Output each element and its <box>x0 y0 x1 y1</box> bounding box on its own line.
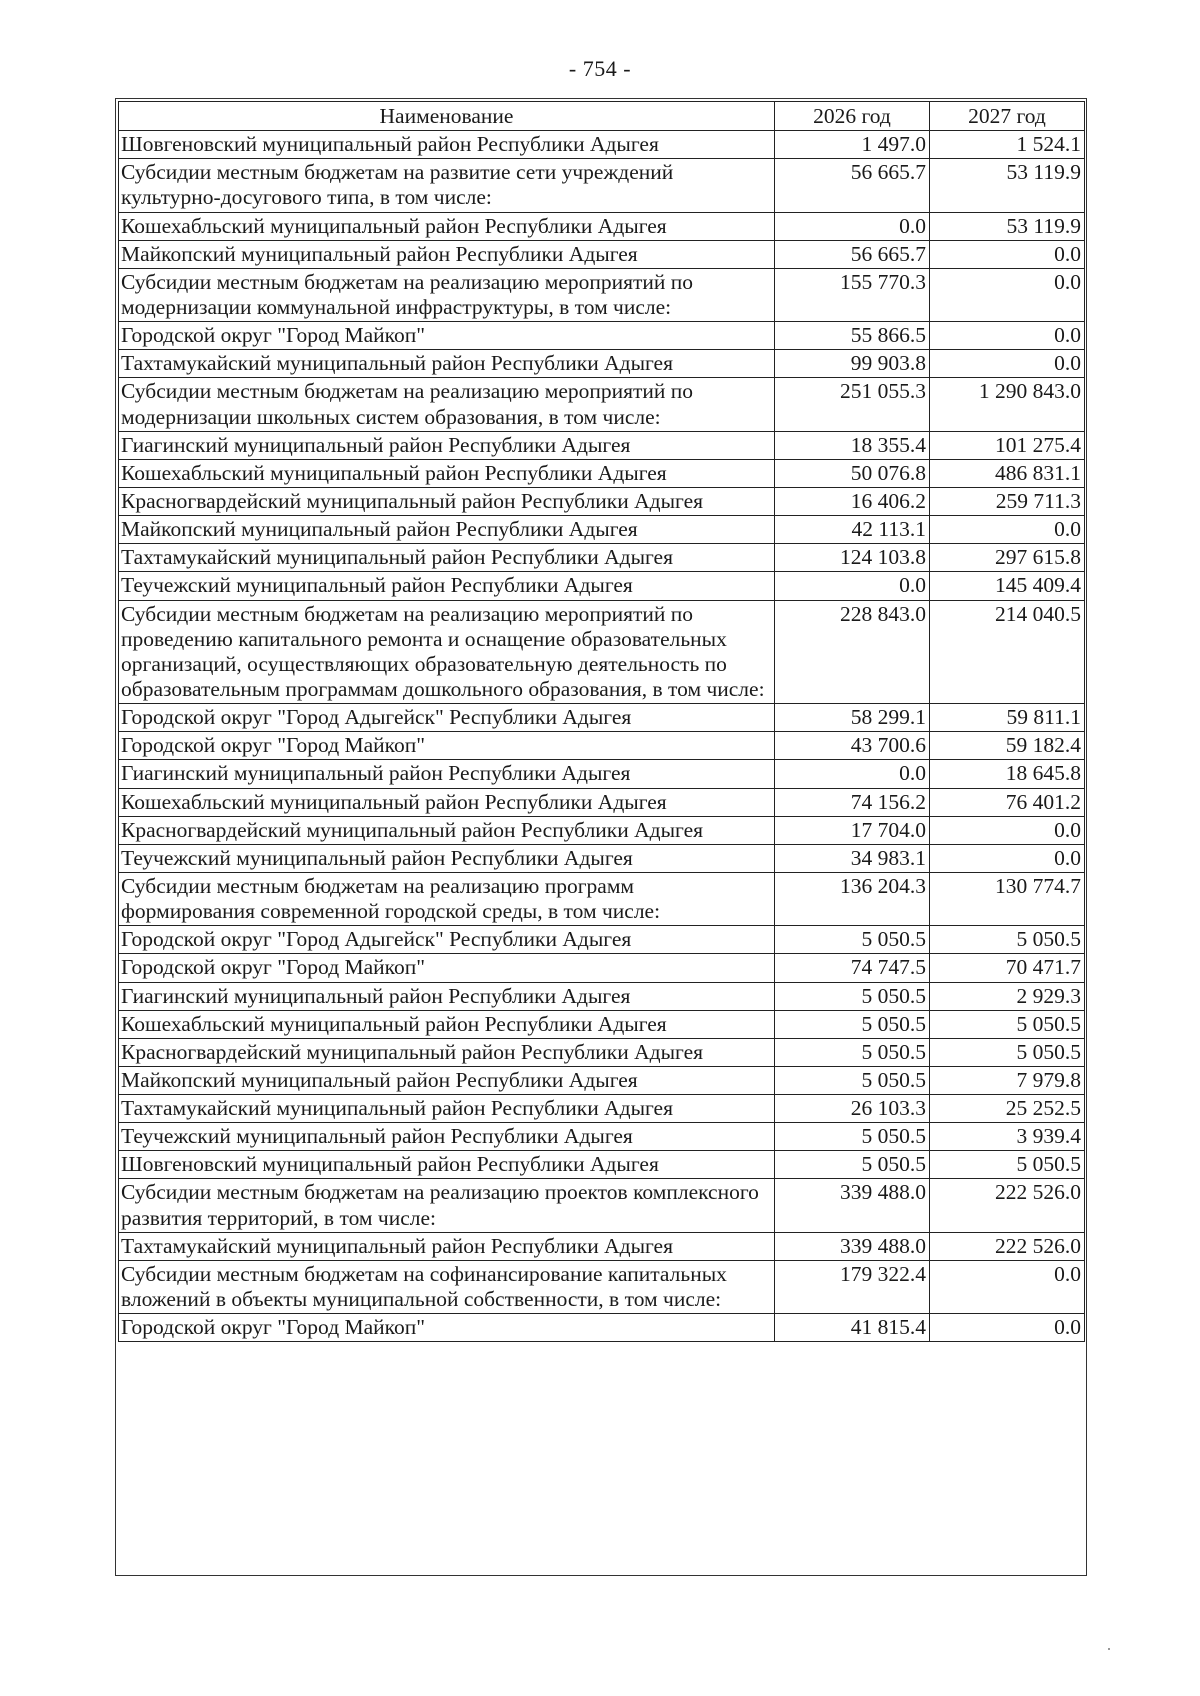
row-value-2026: 5 050.5 <box>775 1123 930 1151</box>
row-value-2027: 145 409.4 <box>930 572 1085 600</box>
row-value-2026: 17 704.0 <box>775 816 930 844</box>
row-value-2027: 1 524.1 <box>930 131 1085 159</box>
row-name: Майкопский муниципальный район Республики Адыгея <box>119 240 775 268</box>
row-value-2026: 5 050.5 <box>775 1038 930 1066</box>
row-value-2026: 251 055.3 <box>775 378 930 431</box>
row-value-2026: 124 103.8 <box>775 544 930 572</box>
row-value-2026: 55 866.5 <box>775 322 930 350</box>
row-value-2027: 222 526.0 <box>930 1232 1085 1260</box>
row-value-2027: 59 811.1 <box>930 704 1085 732</box>
row-name: Красногвардейский муниципальный район Республики Адыгея <box>119 816 775 844</box>
table-row <box>119 1260 1085 1313</box>
table-row <box>119 159 1085 212</box>
table-row <box>119 1066 1085 1094</box>
table-row <box>119 131 1085 159</box>
row-name: Городской округ "Город Майкоп" <box>119 322 775 350</box>
table-row <box>119 732 1085 760</box>
page-number: - 754 - <box>568 56 632 81</box>
table-row <box>119 1151 1085 1179</box>
row-value-2027: 2 929.3 <box>930 982 1085 1010</box>
row-name: Кошехабльский муниципальный район Республики Адыгея <box>119 1010 775 1038</box>
table-row <box>119 268 1085 321</box>
row-name: Красногвардейский муниципальный район Республики Адыгея <box>119 1038 775 1066</box>
table-row <box>119 926 1085 954</box>
row-value-2027: 7 979.8 <box>930 1066 1085 1094</box>
row-value-2027: 130 774.7 <box>930 872 1085 925</box>
row-name: Городской округ "Город Майкоп" <box>119 954 775 982</box>
row-value-2027: 0.0 <box>930 844 1085 872</box>
row-value-2026: 34 983.1 <box>775 844 930 872</box>
row-value-2027: 297 615.8 <box>930 544 1085 572</box>
row-value-2027: 0.0 <box>930 322 1085 350</box>
row-value-2027: 0.0 <box>930 268 1085 321</box>
row-value-2026: 155 770.3 <box>775 268 930 321</box>
header-2027: 2027 год <box>930 102 1085 131</box>
header-name: Наименование <box>119 102 775 131</box>
row-value-2026: 26 103.3 <box>775 1095 930 1123</box>
row-value-2027: 53 119.9 <box>930 159 1085 212</box>
row-value-2027: 70 471.7 <box>930 954 1085 982</box>
row-name: Красногвардейский муниципальный район Республики Адыгея <box>119 487 775 515</box>
row-value-2027: 0.0 <box>930 516 1085 544</box>
row-value-2026: 74 156.2 <box>775 788 930 816</box>
row-name: Майкопский муниципальный район Республики Адыгея <box>119 1066 775 1094</box>
row-value-2026: 56 665.7 <box>775 240 930 268</box>
row-name: Шовгеновский муниципальный район Республики Адыгея <box>119 131 775 159</box>
row-value-2026: 99 903.8 <box>775 350 930 378</box>
row-value-2027: 3 939.4 <box>930 1123 1085 1151</box>
table-row <box>119 844 1085 872</box>
row-name: Субсидии местным бюджетам на реализацию мероприятий по модернизации коммунальной инфраструктуры, в том числе: <box>119 268 775 321</box>
row-value-2027: 5 050.5 <box>930 926 1085 954</box>
row-value-2027: 101 275.4 <box>930 431 1085 459</box>
row-value-2026: 0.0 <box>775 760 930 788</box>
table-row <box>119 350 1085 378</box>
table-row <box>119 572 1085 600</box>
row-name: Городской округ "Город Майкоп" <box>119 732 775 760</box>
table-body <box>119 131 1085 1342</box>
row-value-2026: 5 050.5 <box>775 982 930 1010</box>
row-name: Майкопский муниципальный район Республики Адыгея <box>119 516 775 544</box>
scan-dot <box>1108 1648 1110 1650</box>
table-row <box>119 1123 1085 1151</box>
row-value-2026: 5 050.5 <box>775 1151 930 1179</box>
row-name: Тахтамукайский муниципальный район Республики Адыгея <box>119 1232 775 1260</box>
row-name: Тахтамукайский муниципальный район Республики Адыгея <box>119 350 775 378</box>
row-value-2027: 59 182.4 <box>930 732 1085 760</box>
row-value-2027: 25 252.5 <box>930 1095 1085 1123</box>
header-row <box>119 102 1085 131</box>
table-row <box>119 212 1085 240</box>
table-row <box>119 1095 1085 1123</box>
table-row <box>119 788 1085 816</box>
table-row <box>119 1038 1085 1066</box>
row-name: Городской округ "Город Адыгейск" Республики Адыгея <box>119 926 775 954</box>
row-value-2027: 0.0 <box>930 350 1085 378</box>
row-value-2027: 0.0 <box>930 240 1085 268</box>
row-name: Субсидии местным бюджетам на развитие сети учреждений культурно-досугового типа, в том числе: <box>119 159 775 212</box>
row-value-2027: 0.0 <box>930 816 1085 844</box>
row-value-2026: 43 700.6 <box>775 732 930 760</box>
row-value-2027: 214 040.5 <box>930 600 1085 704</box>
table-row <box>119 459 1085 487</box>
table-row <box>119 1314 1085 1342</box>
row-name: Теучежский муниципальный район Республики Адыгея <box>119 1123 775 1151</box>
row-value-2026: 56 665.7 <box>775 159 930 212</box>
table-row <box>119 378 1085 431</box>
row-value-2027: 18 645.8 <box>930 760 1085 788</box>
row-value-2026: 1 497.0 <box>775 131 930 159</box>
row-value-2026: 0.0 <box>775 212 930 240</box>
row-name: Городской округ "Город Адыгейск" Республики Адыгея <box>119 704 775 732</box>
row-value-2027: 259 711.3 <box>930 487 1085 515</box>
table-row <box>119 872 1085 925</box>
row-value-2026: 50 076.8 <box>775 459 930 487</box>
table-row <box>119 704 1085 732</box>
row-name: Кошехабльский муниципальный район Республики Адыгея <box>119 212 775 240</box>
budget-table <box>118 101 1085 1342</box>
row-name: Субсидии местным бюджетам на реализацию программ формирования современной городской среды, в том числе: <box>119 872 775 925</box>
row-value-2026: 339 488.0 <box>775 1179 930 1232</box>
row-value-2026: 41 815.4 <box>775 1314 930 1342</box>
row-value-2026: 74 747.5 <box>775 954 930 982</box>
row-value-2026: 339 488.0 <box>775 1232 930 1260</box>
row-name: Субсидии местным бюджетам на реализацию мероприятий по проведению капитального ремонта и оснащение образовательных организаций, осуществляющих образовательную деятельность по образовательным программам дошкольного образования, в том числе: <box>119 600 775 704</box>
row-value-2027: 5 050.5 <box>930 1151 1085 1179</box>
table-row <box>119 982 1085 1010</box>
header-2026: 2026 год <box>775 102 930 131</box>
row-name: Кошехабльский муниципальный район Республики Адыгея <box>119 459 775 487</box>
table-row <box>119 487 1085 515</box>
row-name: Тахтамукайский муниципальный район Республики Адыгея <box>119 544 775 572</box>
row-value-2026: 136 204.3 <box>775 872 930 925</box>
row-value-2027: 222 526.0 <box>930 1179 1085 1232</box>
row-value-2026: 0.0 <box>775 572 930 600</box>
row-value-2026: 16 406.2 <box>775 487 930 515</box>
row-name: Теучежский муниципальный район Республики Адыгея <box>119 572 775 600</box>
row-name: Субсидии местным бюджетам на софинансирование капитальных вложений в объекты муниципальной собственности, в том числе: <box>119 1260 775 1313</box>
row-name: Кошехабльский муниципальный район Республики Адыгея <box>119 788 775 816</box>
row-name: Гиагинский муниципальный район Республики Адыгея <box>119 982 775 1010</box>
table-row <box>119 600 1085 704</box>
row-value-2027: 76 401.2 <box>930 788 1085 816</box>
table-row <box>119 1232 1085 1260</box>
row-value-2027: 53 119.9 <box>930 212 1085 240</box>
table-row <box>119 954 1085 982</box>
table-row <box>119 431 1085 459</box>
table-row <box>119 240 1085 268</box>
table-row <box>119 1179 1085 1232</box>
row-name: Тахтамукайский муниципальный район Республики Адыгея <box>119 1095 775 1123</box>
row-value-2026: 5 050.5 <box>775 926 930 954</box>
row-name: Субсидии местным бюджетам на реализацию мероприятий по модернизации школьных систем образования, в том числе: <box>119 378 775 431</box>
row-name: Гиагинский муниципальный район Республики Адыгея <box>119 431 775 459</box>
table-row <box>119 1010 1085 1038</box>
row-value-2027: 5 050.5 <box>930 1010 1085 1038</box>
row-name: Теучежский муниципальный район Республики Адыгея <box>119 844 775 872</box>
row-name: Гиагинский муниципальный район Республики Адыгея <box>119 760 775 788</box>
table-row <box>119 816 1085 844</box>
row-value-2027: 0.0 <box>930 1314 1085 1342</box>
row-value-2026: 228 843.0 <box>775 600 930 704</box>
row-value-2027: 0.0 <box>930 1260 1085 1313</box>
row-value-2026: 5 050.5 <box>775 1010 930 1038</box>
table-row <box>119 322 1085 350</box>
row-value-2027: 5 050.5 <box>930 1038 1085 1066</box>
row-value-2026: 58 299.1 <box>775 704 930 732</box>
row-name: Городской округ "Город Майкоп" <box>119 1314 775 1342</box>
row-name: Субсидии местным бюджетам на реализацию проектов комплексного развития территорий, в том числе: <box>119 1179 775 1232</box>
row-value-2026: 5 050.5 <box>775 1066 930 1094</box>
table-row <box>119 544 1085 572</box>
row-value-2026: 179 322.4 <box>775 1260 930 1313</box>
row-value-2026: 18 355.4 <box>775 431 930 459</box>
row-value-2026: 42 113.1 <box>775 516 930 544</box>
table-row <box>119 760 1085 788</box>
row-value-2027: 486 831.1 <box>930 459 1085 487</box>
table-row <box>119 516 1085 544</box>
row-name: Шовгеновский муниципальный район Республики Адыгея <box>119 1151 775 1179</box>
row-value-2027: 1 290 843.0 <box>930 378 1085 431</box>
